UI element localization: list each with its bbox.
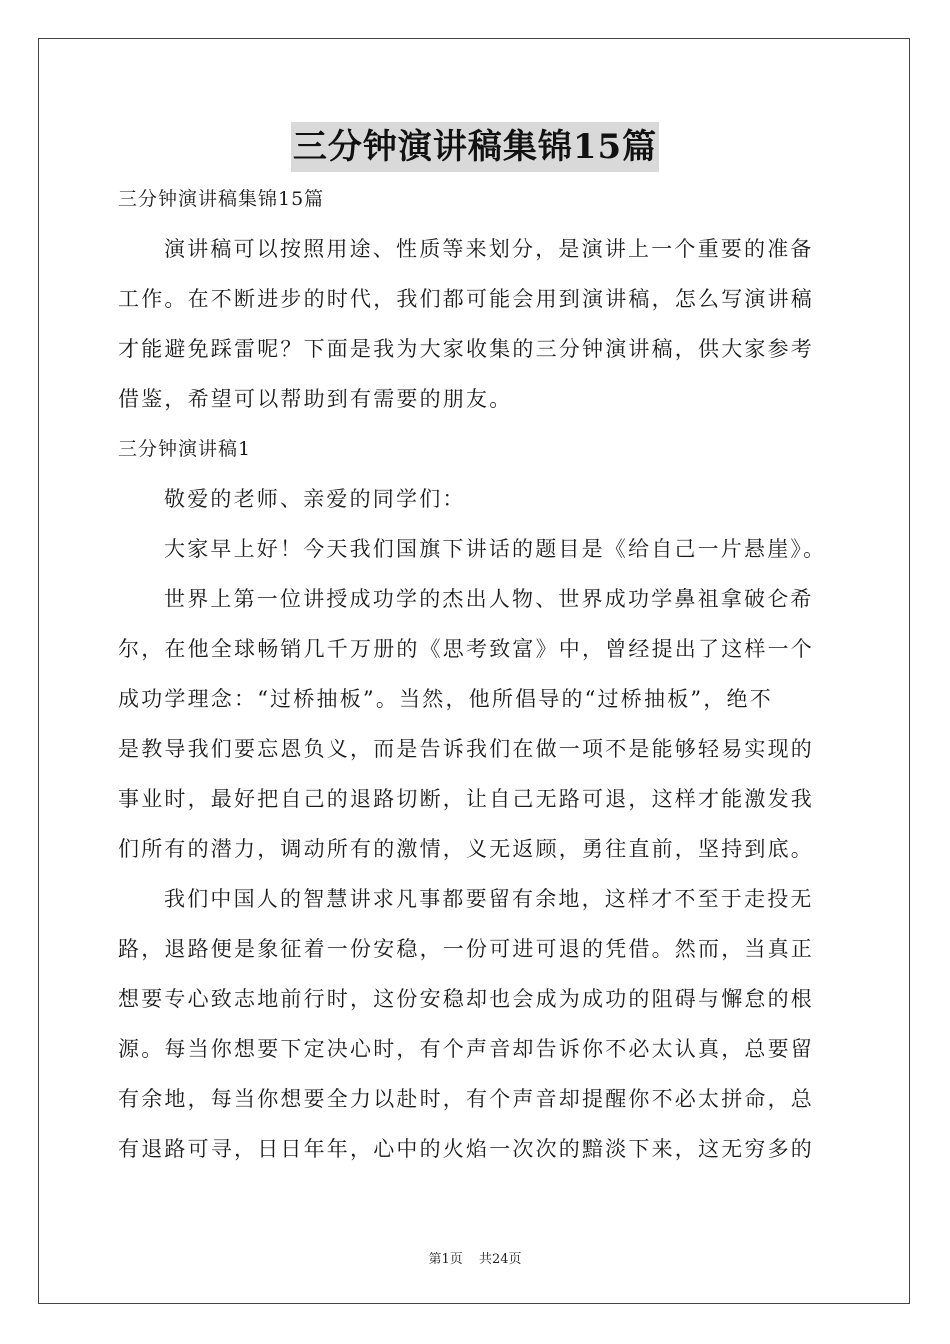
page-footer	[0, 1248, 950, 1267]
text-line: 是教导我们要忘恩负义，而是告诉我们在做一项不是能够轻易实现的	[118, 737, 814, 761]
text-line: 源。每当你想要下定决心时，有个声音却告诉你不必太认真，总要留	[118, 1037, 814, 1061]
text-line: 敬爱的老师、亲爱的同学们：	[164, 487, 466, 511]
text-line: 尔，在他全球畅销几千万册的《思考致富》中，曾经提出了这样一个	[118, 637, 814, 661]
text-line: 成功学理念：“过桥抽板”。当然，他所倡导的“过桥抽板”，绝不	[118, 687, 773, 711]
section-heading: 三分钟演讲稿集锦15篇	[118, 188, 325, 210]
text-line: 大家早上好！今天我们国旗下讲话的题目是《给自己一片悬崖》。	[164, 537, 827, 561]
title-container	[0, 122, 950, 172]
text-line: 路，退路便是象征着一份安稳，一份可进可退的凭借。然而，当真正	[118, 937, 814, 961]
text-line: 世界上第一位讲授成功学的杰出人物、世界成功学鼻祖拿破仑希	[164, 587, 814, 611]
document-body	[118, 174, 834, 1174]
page-number: 第1页	[428, 1252, 463, 1267]
text-line: 演讲稿可以按照用途、性质等来划分，是演讲上一个重要的准备	[164, 237, 814, 261]
text-line: 有退路可寻，日日年年，心中的火焰一次次的黯淡下来，这无穷多的	[118, 1137, 814, 1161]
text-line: 有余地，每当你想要全力以赴时，有个声音却提醒你不必太拼命，总	[118, 1087, 814, 1111]
text-line: 事业时，最好把自己的退路切断，让自己无路可退，这样才能激发我	[118, 787, 814, 811]
text-line: 想要专心致志地前行时，这份安稳却也会成为成功的阻碍与懈怠的根	[118, 987, 814, 1011]
section-heading: 三分钟演讲稿1	[118, 438, 252, 460]
text-line: 工作。在不断进步的时代，我们都可能会用到演讲稿，怎么写演讲稿	[118, 287, 814, 311]
text-line: 我们中国人的智慧讲求凡事都要留有余地，这样才不至于走投无	[164, 887, 814, 911]
text-line: 才能避免踩雷呢？下面是我为大家收集的三分钟演讲稿，供大家参考	[118, 337, 814, 361]
text-line: 借鉴，希望可以帮助到有需要的朋友。	[118, 387, 513, 411]
text-line: 们所有的潜力，调动所有的激情，义无返顾，勇往直前，坚持到底。	[118, 837, 814, 861]
document-title: 三分钟演讲稿集锦15篇	[291, 122, 659, 172]
page-total: 共24页	[478, 1252, 522, 1267]
